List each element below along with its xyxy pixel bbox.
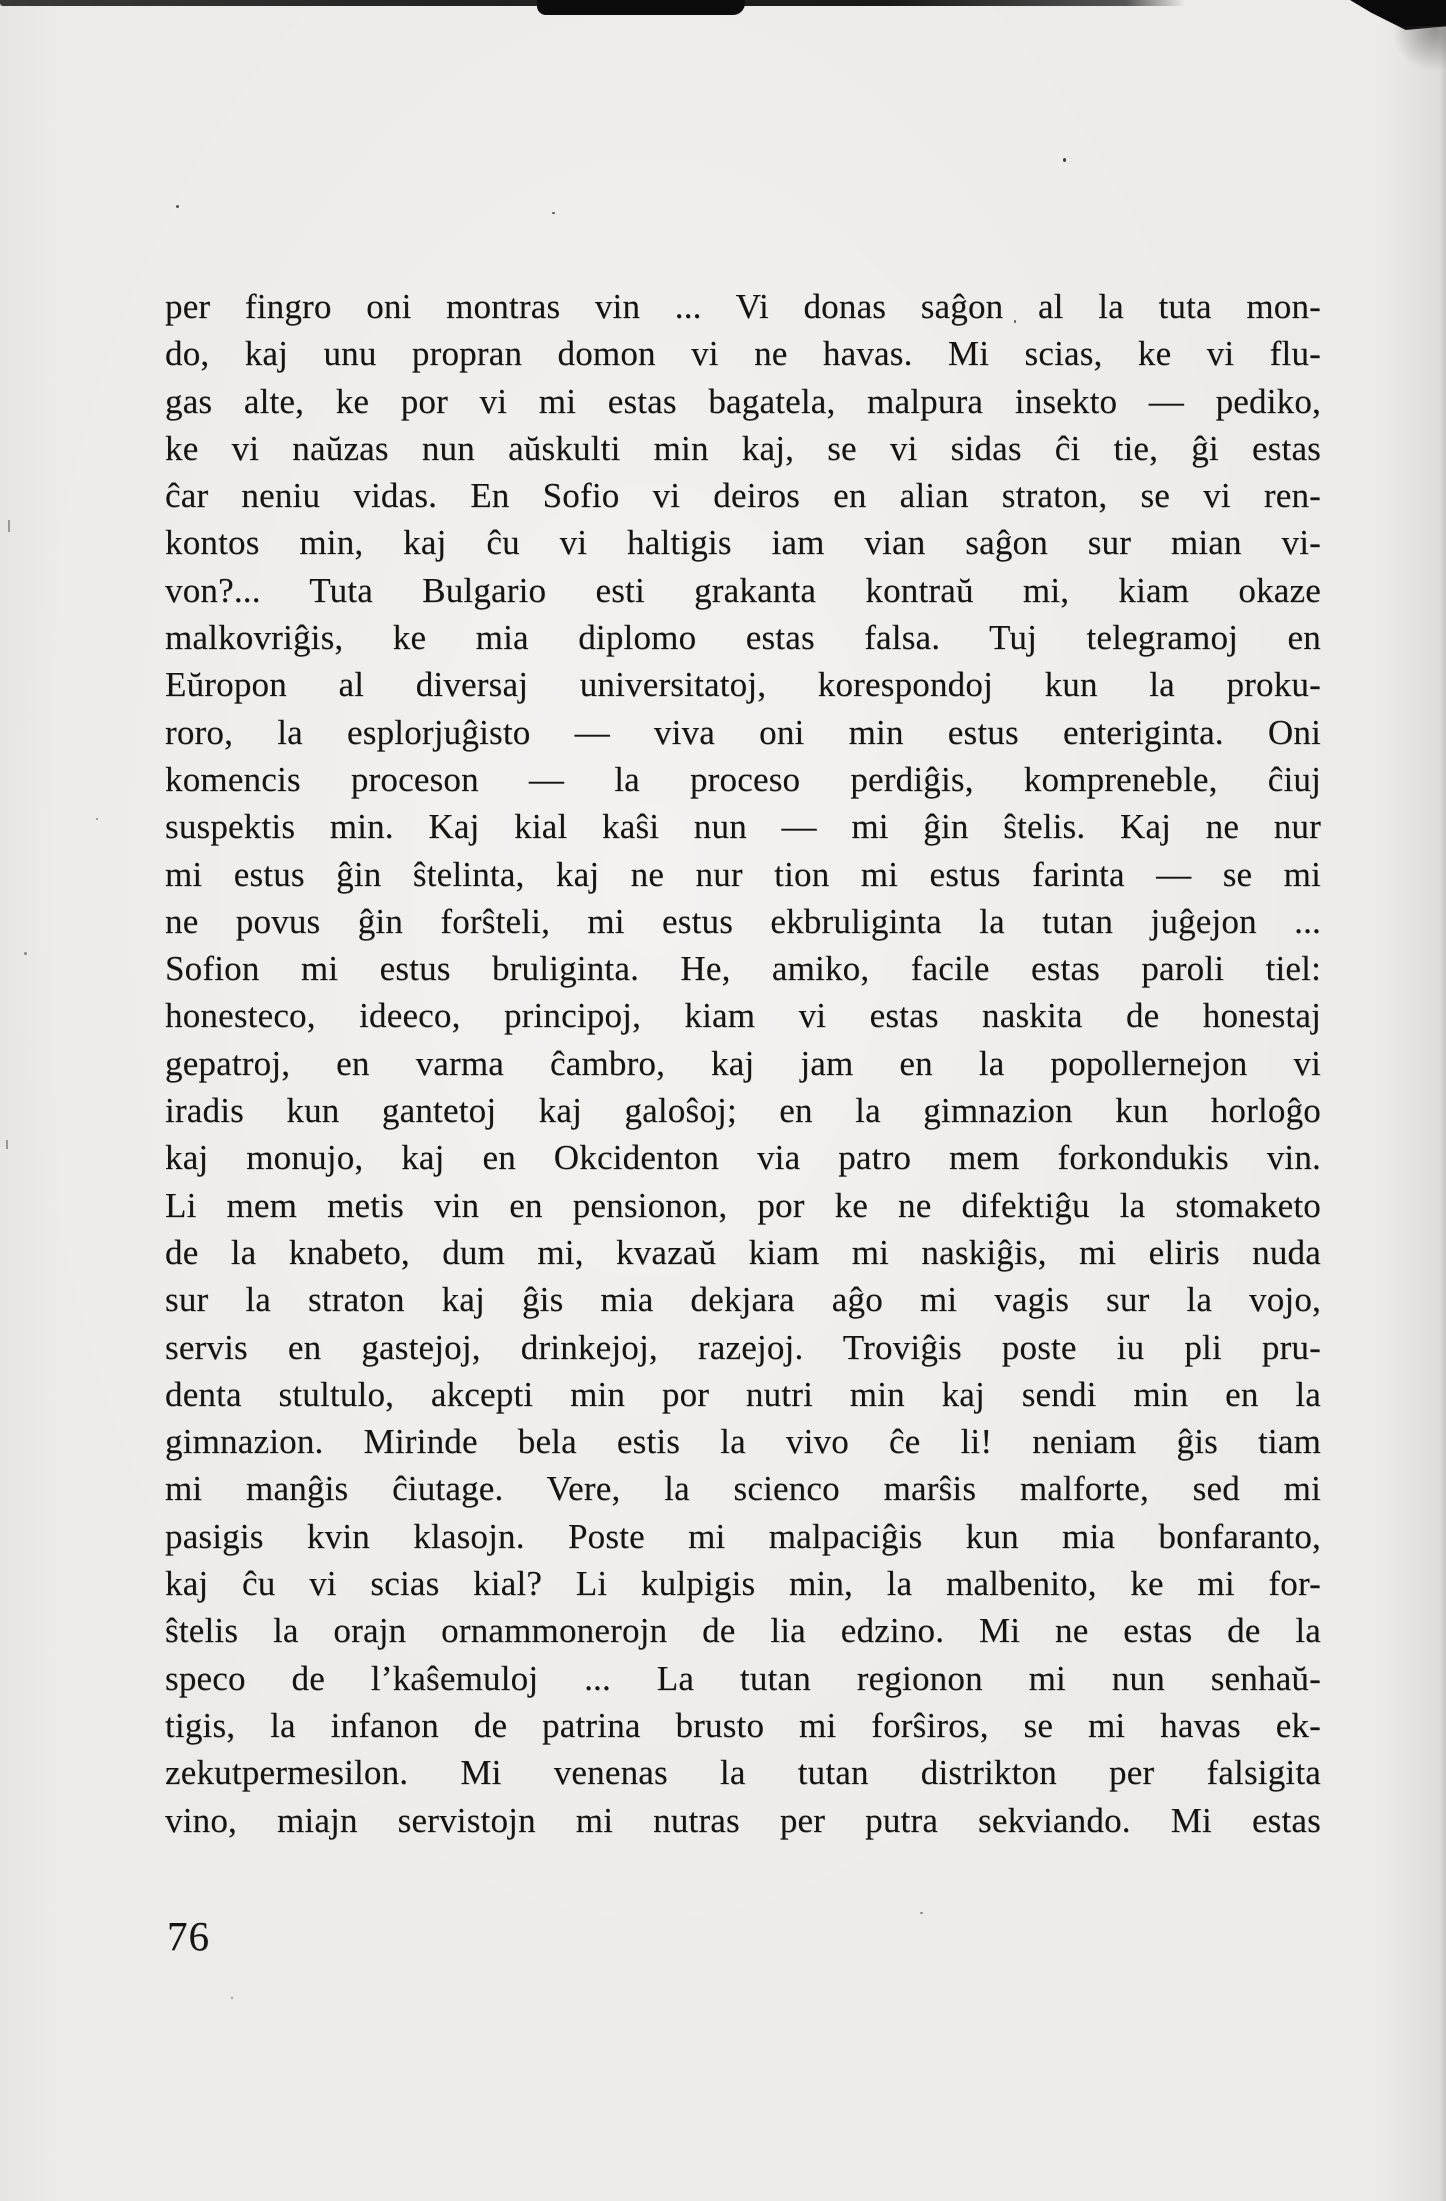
text-line: gimnazion. Mirinde bela estis la vivo ĉe li! neniam ĝis tiam xyxy=(165,1422,1321,1462)
text-line: mi manĝis ĉiutage. Vere, la scienco marŝis malforte, sed mi xyxy=(165,1469,1321,1509)
text-line: do, kaj unu propran domon vi ne havas. Mi scias, ke vi flu- xyxy=(165,334,1321,374)
text-line: ne povus ĝin forŝteli, mi estus ekbruliginta la tutan juĝejon ... xyxy=(165,901,1321,941)
text-line: de la knabeto, dum mi, kvazaŭ kiam mi naskiĝis, mi eliris nuda xyxy=(165,1232,1321,1272)
scan-edge-mark xyxy=(6,1140,8,1149)
text-line: tigis, la infanon de patrina brusto mi forŝiros, se mi havas ek- xyxy=(165,1705,1321,1745)
text-line: mi estus ĝin ŝtelinta, kaj ne nur tion mi estus farinta — se mi xyxy=(165,854,1321,894)
scan-speckle xyxy=(96,818,98,820)
text-line: honesteco, ideeco, principoj, kiam vi estas naskita de honestaj xyxy=(165,996,1321,1036)
text-line: speco de l’kaŝemuloj ... La tutan regionon mi nun senhaŭ- xyxy=(165,1658,1321,1698)
text-line: gepatroj, en varma ĉambro, kaj jam en la popollernejon vi xyxy=(165,1043,1321,1083)
scan-edge-mark xyxy=(8,520,10,532)
text-line: kaj monujo, kaj en Okcidenton via patro mem forkondukis vin. xyxy=(165,1138,1321,1178)
text-line: iradis kun gantetoj kaj galoŝoj; en la gimnazion kun horloĝo xyxy=(165,1091,1321,1131)
text-line: denta stultulo, akcepti min por nutri min kaj sendi min en la xyxy=(165,1374,1321,1414)
text-line: kontos min, kaj ĉu vi haltigis iam vian saĝon sur mian vi- xyxy=(165,523,1321,563)
scan-speckle xyxy=(231,1997,233,1999)
text-line: Eŭropon al diversaj universitatoj, korespondoj kun la proku- xyxy=(165,665,1321,705)
text-line: von?... Tuta Bulgario esti grakanta kontraŭ mi, kiam okaze xyxy=(165,570,1321,610)
scan-speckle xyxy=(24,952,27,955)
text-line: malkovriĝis, ke mia diplomo estas falsa. Tuj telegramoj en xyxy=(165,618,1321,658)
text-line: komencis proceson — la proceso perdiĝis, kompreneble, ĉiuj xyxy=(165,759,1321,799)
text-line: suspektis min. Kaj kial kaŝi nun — mi ĝin ŝtelis. Kaj ne nur xyxy=(165,807,1321,847)
scan-speckle xyxy=(552,212,555,214)
scan-speckle xyxy=(1063,158,1066,162)
text-line: servis en gastejoj, drinkejoj, razejoj. Troviĝis poste iu pli pru- xyxy=(165,1327,1321,1367)
text-line: ke vi naŭzas nun aŭskulti min kaj, se vi sidas ĉi tie, ĝi estas xyxy=(165,428,1321,468)
text-line: ŝtelis la orajn ornammonerojn de lia edzino. Mi ne estas de la xyxy=(165,1611,1321,1651)
text-line: vino, miajn servistojn mi nutras per putra sekviando. Mi estas xyxy=(165,1800,1321,1840)
text-line: Sofion mi estus bruliginta. He, amiko, facile estas paroli tiel: xyxy=(165,949,1321,989)
text-line: Li mem metis vin en pensionon, por ke ne difektiĝu la stomaketo xyxy=(165,1185,1321,1225)
text-line: pasigis kvin klasojn. Poste mi malpaciĝis kun mia bonfaranto, xyxy=(165,1516,1321,1556)
scan-artifact-top-blob xyxy=(537,0,745,15)
body-text xyxy=(165,283,1321,1844)
scan-artifact-corner-shade xyxy=(1392,26,1446,72)
text-line: per fingro oni montras vin ... Vi donas saĝon al la tuta mon- xyxy=(165,287,1321,326)
page-number: 76 xyxy=(167,1913,210,1959)
text-line: kaj ĉu vi scias kial? Li kulpigis min, la malbenito, ke mi for- xyxy=(165,1564,1321,1604)
scan-speckle xyxy=(176,205,179,208)
text-line: roro, la esplorjuĝisto — viva oni min estus enteriginta. Oni xyxy=(165,712,1321,752)
scan-speckle xyxy=(920,1912,923,1914)
text-line: zekutpermesilon. Mi venenas la tutan distrikton per falsigita xyxy=(165,1753,1321,1793)
text-line: gas alte, ke por vi mi estas bagatela, malpura insekto — pediko, xyxy=(165,381,1321,421)
text-line: sur la straton kaj ĝis mia dekjara aĝo mi vagis sur la vojo, xyxy=(165,1280,1321,1320)
text-line: ĉar neniu vidas. En Sofio vi deiros en alian straton, se vi ren- xyxy=(165,476,1321,516)
